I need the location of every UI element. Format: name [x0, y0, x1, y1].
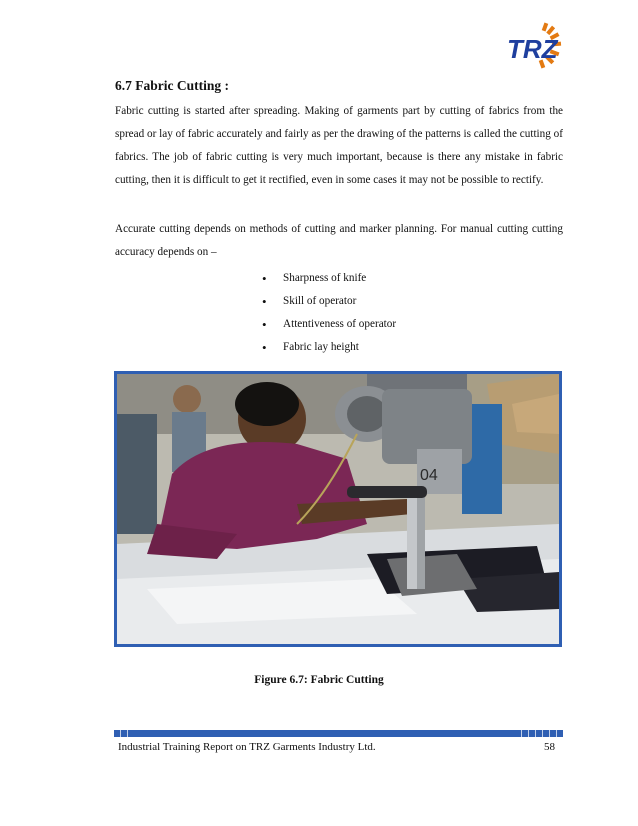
list-item: • Fabric lay height: [262, 336, 396, 359]
footer-title: Industrial Training Report on TRZ Garments Industry Ltd.: [118, 741, 376, 753]
paragraph-cutting-accuracy: Accurate cutting depends on methods of cutting and marker planning. For manual cutting cutting accuracy depends on –: [115, 223, 563, 258]
machine-number-label: 04: [420, 467, 438, 484]
figure-caption: Figure 6.7: Fabric Cutting: [254, 674, 384, 686]
paragraph-fabric-cutting: Fabric cutting is started after spreading. Making of garments part by cutting of fabrics from the spread or lay of fabric accurately and fairly as per the drawing of the patterns is called the cutting of fabrics. The job of fabric cutting is very much important, because is there any mistake in fabric cutting, then it is difficult to get it rectified, even in some cases it may not be possible to rectify.: [115, 105, 563, 186]
section-heading: 6.7 Fabric Cutting :: [115, 78, 229, 93]
list-item: • Attentiveness of operator: [262, 313, 396, 336]
list-item: • Sharpness of knife: [262, 267, 396, 290]
logo-text: TRZ: [507, 34, 558, 64]
company-logo: [503, 20, 565, 70]
fabric-cutting-photo: [114, 371, 562, 647]
page-number: 58: [544, 741, 555, 753]
list-item: • Skill of operator: [262, 290, 396, 313]
accuracy-factors-list: [262, 267, 396, 359]
footer-rule: [114, 724, 563, 731]
